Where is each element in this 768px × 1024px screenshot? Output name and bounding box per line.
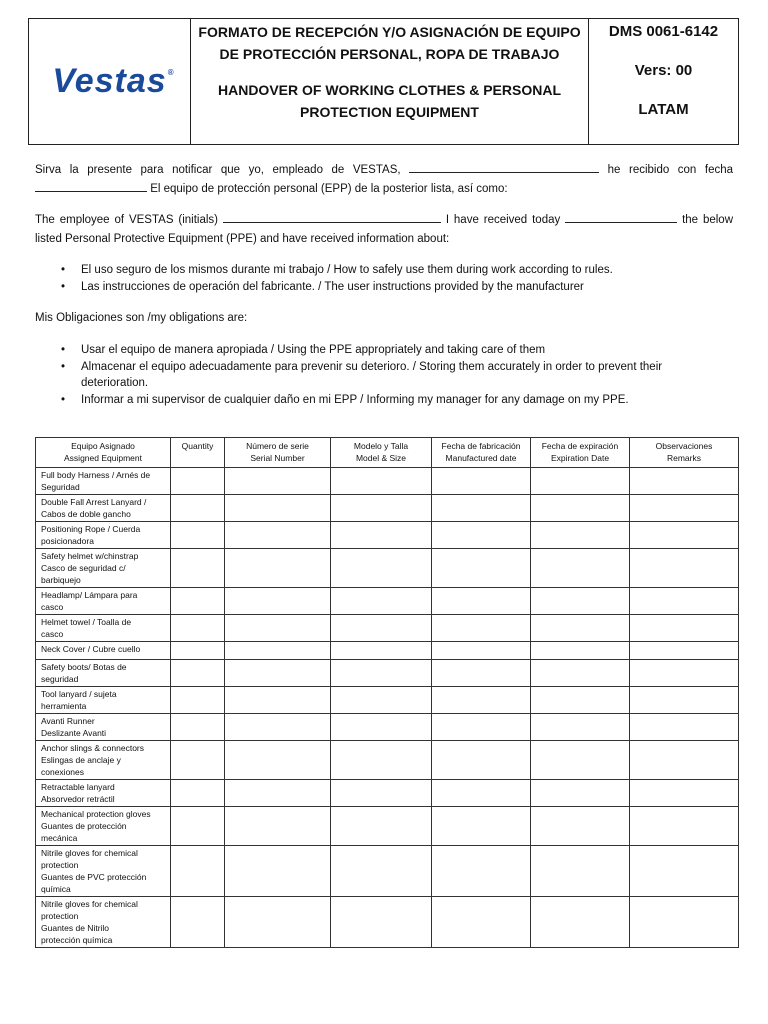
table-row: [36, 549, 739, 588]
vestas-logo: [52, 62, 175, 101]
expiration-date-cell[interactable]: [531, 495, 630, 522]
intro-en-text3: the below: [682, 214, 733, 226]
quantity-cell[interactable]: [171, 522, 225, 549]
remarks-cell[interactable]: [630, 468, 739, 495]
model-size-cell[interactable]: [331, 897, 432, 948]
model-size-cell[interactable]: [331, 588, 432, 615]
manufactured-date-cell[interactable]: [432, 807, 531, 846]
remarks-cell[interactable]: [630, 846, 739, 897]
intro-en-text1: The employee of VESTAS (initials): [35, 214, 218, 226]
equipment-name-cell: [36, 468, 171, 495]
manufactured-date-cell[interactable]: [432, 495, 531, 522]
table-row: [36, 588, 739, 615]
equipment-name-line: Cabos de doble gancho: [41, 509, 131, 519]
remarks-cell[interactable]: [630, 780, 739, 807]
table-row: [36, 615, 739, 642]
received-today-field[interactable]: [565, 211, 677, 223]
remarks-cell[interactable]: [630, 642, 739, 660]
manufactured-date-cell[interactable]: [432, 660, 531, 687]
equipment-name-line: Absorvedor retráctil: [41, 794, 115, 804]
remarks-cell[interactable]: [630, 741, 739, 780]
model-size-cell[interactable]: [331, 687, 432, 714]
intro-en: [35, 211, 733, 249]
equipment-name-line: protection: [41, 911, 79, 921]
equipment-name-cell: [36, 846, 171, 897]
serial-number-cell[interactable]: [225, 495, 331, 522]
equipment-name-line: Guantes de PVC protección: [41, 872, 147, 882]
manufactured-date-cell[interactable]: [432, 468, 531, 495]
remarks-cell[interactable]: [630, 714, 739, 741]
manufactured-date-cell[interactable]: [432, 687, 531, 714]
obligation-bullet-2: • Almacenar el equipo adecuadamente para prevenir su deterioro. / Storing them accurately in order to prevent their deterioration.: [61, 359, 681, 391]
intro-es-line2: [35, 180, 733, 199]
remarks-cell[interactable]: [630, 807, 739, 846]
logo-text: Vestas: [52, 62, 167, 100]
table-row: [36, 522, 739, 549]
intro-es-line1: [35, 161, 733, 180]
expiration-date-cell[interactable]: [531, 780, 630, 807]
equipment-name-line: química: [41, 884, 71, 894]
equipment-name-line: Avanti Runner: [41, 716, 95, 726]
manufactured-date-cell[interactable]: [432, 522, 531, 549]
equipment-name-cell: [36, 549, 171, 588]
quantity-cell[interactable]: [171, 615, 225, 642]
model-size-cell[interactable]: [331, 807, 432, 846]
equipment-name-cell: [36, 588, 171, 615]
model-size-cell[interactable]: [331, 468, 432, 495]
model-size-cell[interactable]: [331, 642, 432, 660]
table-row: [36, 780, 739, 807]
table-row: [36, 660, 739, 687]
equipment-name-cell: [36, 780, 171, 807]
equipment-name-line: Mechanical protection gloves: [41, 809, 151, 819]
serial-number-cell[interactable]: [225, 468, 331, 495]
equipment-name-cell: [36, 897, 171, 948]
equipment-name-line: Safety boots/ Botas de: [41, 662, 127, 672]
equipment-name-line: Safety helmet w/chinstrap: [41, 551, 139, 561]
table-row: [36, 642, 739, 660]
manufactured-date-cell[interactable]: [432, 741, 531, 780]
equipment-name-line: protection: [41, 860, 79, 870]
serial-number-cell[interactable]: [225, 897, 331, 948]
intro-en-line1: [35, 211, 733, 230]
quantity-cell[interactable]: [171, 897, 225, 948]
table-body: [36, 468, 739, 948]
manufactured-date-cell[interactable]: [432, 615, 531, 642]
document-info: [589, 19, 738, 144]
equipment-name-line: casco: [41, 629, 64, 639]
quantity-cell[interactable]: [171, 549, 225, 588]
equipment-name-line: casco: [41, 602, 64, 612]
remarks-cell[interactable]: [630, 495, 739, 522]
equipment-name-line: conexiones: [41, 767, 85, 777]
title-en-line2: PROTECTION EQUIPMENT: [300, 104, 479, 120]
model-size-cell[interactable]: [331, 741, 432, 780]
intro-es: [35, 161, 733, 199]
remarks-cell[interactable]: [630, 549, 739, 588]
equipment-name-cell: [36, 714, 171, 741]
equipment-name-line: Neck Cover / Cubre cuello: [41, 644, 141, 654]
equipment-name-line: protección química: [41, 935, 113, 945]
remarks-cell[interactable]: [630, 588, 739, 615]
intro-es-text2: he recibido con fecha: [607, 164, 734, 176]
employee-initials-field[interactable]: [223, 211, 441, 223]
equipment-name-line: seguridad: [41, 674, 79, 684]
col-manufactured-date: Fecha de fabricación Manufactured date: [432, 438, 531, 468]
equipment-name-line: Casco de seguridad c/: [41, 563, 126, 573]
received-date-field[interactable]: [35, 180, 147, 192]
doc-number: DMS 0061-6142: [608, 23, 719, 40]
info-bullet-list: [61, 262, 731, 296]
model-size-cell[interactable]: [331, 495, 432, 522]
quantity-cell[interactable]: [171, 495, 225, 522]
equipment-name-line: Headlamp/ Lámpara para: [41, 590, 138, 600]
quantity-cell[interactable]: [171, 741, 225, 780]
expiration-date-cell[interactable]: [531, 714, 630, 741]
manufactured-date-cell[interactable]: [432, 549, 531, 588]
serial-number-cell[interactable]: [225, 642, 331, 660]
quantity-cell[interactable]: [171, 588, 225, 615]
serial-number-cell[interactable]: [225, 549, 331, 588]
table-header-row: [36, 438, 739, 468]
equipment-name-cell: [36, 807, 171, 846]
equipment-name-line: Guantes de Nitrilo: [41, 923, 110, 933]
quantity-cell[interactable]: [171, 660, 225, 687]
info-bullet-2: • Las instrucciones de operación del fabricante. / The user instructions provided by the manufacturer: [61, 279, 731, 295]
equipment-name-line: Positioning Rope / Cuerda: [41, 524, 141, 534]
equipment-name-line: Nitrile gloves for chemical: [41, 848, 138, 858]
col-serial-number: Número de serie Serial Number: [225, 438, 331, 468]
model-size-cell[interactable]: [331, 615, 432, 642]
manufactured-date-cell[interactable]: [432, 588, 531, 615]
remarks-cell[interactable]: [630, 897, 739, 948]
manufactured-date-cell[interactable]: [432, 846, 531, 897]
table-row: [36, 807, 739, 846]
document-header: [28, 18, 739, 145]
expiration-date-cell[interactable]: [531, 549, 630, 588]
serial-number-cell[interactable]: [225, 660, 331, 687]
remarks-cell[interactable]: [630, 687, 739, 714]
equipment-name-line: Helmet towel / Toalla de: [41, 617, 132, 627]
expiration-date-cell[interactable]: [531, 642, 630, 660]
equipment-name-line: Guantes de protección: [41, 821, 127, 831]
model-size-cell[interactable]: [331, 660, 432, 687]
expiration-date-cell[interactable]: [531, 468, 630, 495]
equipment-name-line: Tool lanyard / sujeta: [41, 689, 117, 699]
quantity-cell[interactable]: [171, 687, 225, 714]
quantity-cell[interactable]: [171, 642, 225, 660]
serial-number-cell[interactable]: [225, 615, 331, 642]
quantity-cell[interactable]: [171, 714, 225, 741]
intro-es-text1: Sirva la presente para notificar que yo, empleado de VESTAS,: [35, 164, 401, 176]
employee-name-field[interactable]: [409, 161, 599, 173]
quantity-cell[interactable]: [171, 468, 225, 495]
intro-en-text2: I have received today: [445, 214, 561, 226]
quantity-cell[interactable]: [171, 780, 225, 807]
title-en-line1: HANDOVER OF WORKING CLOTHES & PERSONAL: [217, 82, 561, 98]
equipment-name-line: Retractable lanyard: [41, 782, 115, 792]
title-es-line2: DE PROTECCIÓN PERSONAL, ROPA DE TRABAJO: [219, 46, 560, 62]
model-size-cell[interactable]: [331, 522, 432, 549]
expiration-date-cell[interactable]: [531, 588, 630, 615]
manufactured-date-cell[interactable]: [432, 897, 531, 948]
expiration-date-cell[interactable]: [531, 615, 630, 642]
expiration-date-cell[interactable]: [531, 897, 630, 948]
obligations-heading: Mis Obligaciones son /my obligations are:: [35, 312, 248, 324]
info-bullet-1: • El uso seguro de los mismos durante mi trabajo / How to safely use them during work according to rules.: [61, 262, 731, 278]
equipment-name-line: Full body Harness / Arnés de: [41, 470, 151, 480]
table-row: [36, 741, 739, 780]
table-row: [36, 468, 739, 495]
quantity-cell[interactable]: [171, 846, 225, 897]
equipment-name-cell: [36, 615, 171, 642]
manufactured-date-cell[interactable]: [432, 642, 531, 660]
col-assigned-equipment: Equipo Asignado Assigned Equipment: [36, 438, 171, 468]
table-row: [36, 714, 739, 741]
serial-number-cell[interactable]: [225, 588, 331, 615]
doc-version: Vers: 00: [634, 62, 693, 79]
equipment-name-cell: [36, 522, 171, 549]
document-title: [191, 19, 589, 144]
table-row: [36, 897, 739, 948]
remarks-cell[interactable]: [630, 522, 739, 549]
equipment-name-cell: [36, 660, 171, 687]
expiration-date-cell[interactable]: [531, 846, 630, 897]
doc-region: LATAM: [638, 101, 689, 118]
intro-es-text3: El equipo de protección personal (EPP) de la posterior lista, así como:: [150, 183, 508, 195]
equipment-name-line: Anchor slings & connectors: [41, 743, 144, 753]
logo-cell: [29, 19, 191, 144]
equipment-name-line: herramienta: [41, 701, 87, 711]
col-expiration-date: Fecha de expiración Expiration Date: [531, 438, 630, 468]
obligation-bullet-list: [61, 342, 681, 409]
equipment-name-line: posicionadora: [41, 536, 94, 546]
manufactured-date-cell[interactable]: [432, 780, 531, 807]
col-quantity: Quantity: [171, 438, 225, 468]
model-size-cell[interactable]: [331, 549, 432, 588]
model-size-cell[interactable]: [331, 846, 432, 897]
serial-number-cell[interactable]: [225, 846, 331, 897]
expiration-date-cell[interactable]: [531, 660, 630, 687]
expiration-date-cell[interactable]: [531, 741, 630, 780]
serial-number-cell[interactable]: [225, 714, 331, 741]
col-remarks: Observaciones Remarks: [630, 438, 739, 468]
expiration-date-cell[interactable]: [531, 807, 630, 846]
equipment-name-line: Deslizante Avanti: [41, 728, 107, 738]
title-es-line1: FORMATO DE RECEPCIÓN Y/O ASIGNACIÓN DE EQUIPO: [198, 24, 581, 40]
serial-number-cell[interactable]: [225, 522, 331, 549]
equipment-name-line: Nitrile gloves for chemical: [41, 899, 138, 909]
serial-number-cell[interactable]: [225, 687, 331, 714]
equipment-name-line: barbiquejo: [41, 575, 81, 585]
equipment-name-line: mecánica: [41, 833, 78, 843]
registered-mark: ®: [167, 68, 175, 77]
serial-number-cell[interactable]: [225, 807, 331, 846]
equipment-name-line: Double Fall Arrest Lanyard /: [41, 497, 147, 507]
equipment-name-cell: [36, 741, 171, 780]
equipment-name-cell: [36, 642, 171, 660]
expiration-date-cell[interactable]: [531, 522, 630, 549]
table-row: [36, 495, 739, 522]
col-model-size: Modelo y Talla Model & Size: [331, 438, 432, 468]
equipment-name-cell: [36, 495, 171, 522]
serial-number-cell[interactable]: [225, 741, 331, 780]
intro-en-line2: listed Personal Protective Equipment (PPE) and have received information about:: [35, 233, 450, 245]
manufactured-date-cell[interactable]: [432, 714, 531, 741]
obligation-bullet-1: • Usar el equipo de manera apropiada / Using the PPE appropriately and taking care of them: [61, 342, 681, 358]
model-size-cell[interactable]: [331, 714, 432, 741]
ppe-table: [35, 437, 739, 948]
remarks-cell[interactable]: [630, 615, 739, 642]
obligation-bullet-3: • Informar a mi supervisor de cualquier daño en mi EPP / Informing my manager for any damage on my PPE.: [61, 392, 681, 408]
model-size-cell[interactable]: [331, 780, 432, 807]
table-row: [36, 846, 739, 897]
remarks-cell[interactable]: [630, 660, 739, 687]
table-row: [36, 687, 739, 714]
expiration-date-cell[interactable]: [531, 687, 630, 714]
equipment-name-line: Seguridad: [41, 482, 80, 492]
serial-number-cell[interactable]: [225, 780, 331, 807]
equipment-name-cell: [36, 687, 171, 714]
quantity-cell[interactable]: [171, 807, 225, 846]
equipment-name-line: Eslingas de anclaje y: [41, 755, 121, 765]
